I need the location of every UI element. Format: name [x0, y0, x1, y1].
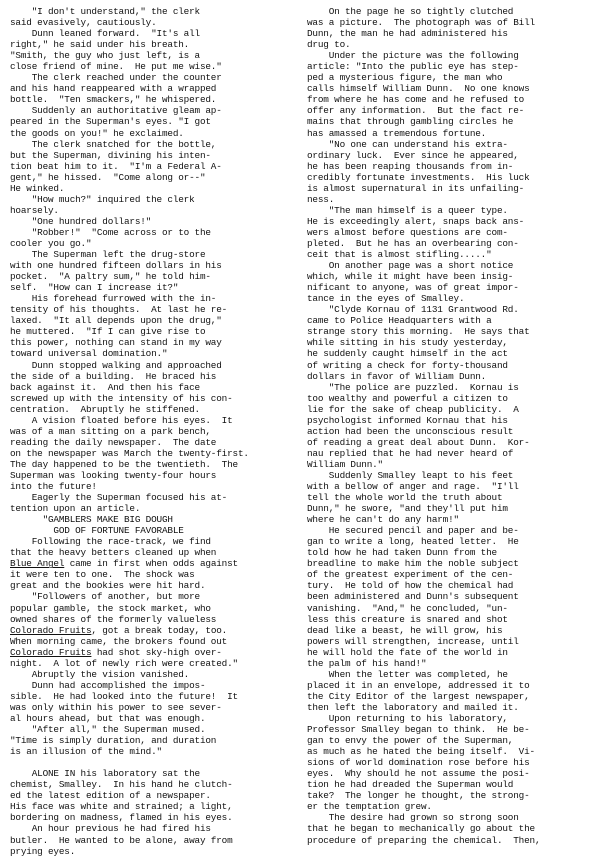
- text-line: nificant to anyone, was of great impor-: [307, 282, 519, 294]
- text-line: The day happened to be the twentieth. The: [10, 458, 238, 470]
- text-line: "How much?" inquired the clerk: [10, 193, 195, 205]
- text-line: article: "Into the public eye has step-: [307, 61, 519, 73]
- text-line: lie for the sake of cheap publicity. A: [307, 403, 519, 415]
- text-line: er the temptation grew.: [307, 801, 432, 813]
- text-line: peared in the Superman's eyes. "I got: [10, 116, 211, 128]
- text-line: breadline to make him the noble subject: [307, 558, 519, 570]
- text-line: and his hand reappeared with a wrapped: [10, 83, 217, 95]
- text-line: less this creature is snared and shot: [307, 613, 508, 625]
- text-line: mains that through gambling circles he: [307, 116, 514, 128]
- text-line: sions of world domination rose before his: [307, 757, 530, 769]
- text-line: with one hundred fifteen dollars in his: [10, 260, 222, 272]
- text-line: calls himself William Dunn. No one knows: [307, 83, 530, 95]
- text-line: told how he had taken Dunn from the: [307, 547, 497, 559]
- text-line: popular gamble, the stock market, who: [10, 602, 211, 614]
- text-line: butler. He wanted to be alone, away from: [10, 834, 233, 846]
- text-line: then left the laboratory and mailed it.: [307, 701, 519, 713]
- text-line: Suddenly an authoritative gleam ap-: [10, 105, 222, 117]
- text-line: offer any information. But the fact re-: [307, 105, 525, 117]
- text-line: on the newspaper was March the twenty-first.: [10, 447, 249, 459]
- text-line: the side of a building. He braced his: [10, 370, 217, 382]
- text-line: the City Editor of the largest newspaper,: [307, 690, 530, 702]
- text-line: Abruptly the vision vanished.: [10, 668, 190, 680]
- text-line: with a bellow of anger and rage. "I'll: [307, 481, 519, 493]
- text-line: "Smith, the guy who just left, is a: [10, 50, 200, 62]
- text-line: On another page was a short notice: [307, 260, 514, 272]
- text-line: powers will strengthen, increase, until: [307, 635, 519, 647]
- text-line: is almost supernatural in its unfailing-: [307, 182, 525, 194]
- text-line: An hour previous he had fired his: [10, 823, 211, 835]
- text-line: He secured pencil and paper and be-: [307, 525, 519, 537]
- text-line: tion he had dreaded the Superman would: [307, 779, 514, 791]
- text-line: nau replied that he had never heard of: [307, 447, 514, 459]
- text-line: The clerk reached under the counter: [10, 72, 222, 84]
- text-line: he suddenly caught himself in the act: [307, 348, 508, 360]
- text-line: Dunn," he swore, "and they'll put him: [307, 503, 508, 515]
- text-line: Professor Smalley began to think. He be-: [307, 724, 530, 736]
- text-line: The desire had grown so strong soon: [307, 812, 519, 824]
- text-line: laxed. "It all depends upon the drug,": [10, 315, 222, 327]
- text-line: Suddenly Smalley leapt to his feet: [307, 469, 514, 481]
- text-line: prying eyes.: [10, 845, 76, 857]
- text-line: take? The longer he thought, the strong-: [307, 790, 530, 802]
- text-line: where he can't do any harm!": [307, 514, 459, 526]
- text-line: ness.: [307, 193, 335, 205]
- text-line: which, while it might have been insig-: [307, 271, 514, 283]
- text-line: while sitting in his study yesterday,: [307, 337, 508, 349]
- text-line: "Followers of another, but more: [10, 591, 200, 603]
- text-line: Superman was looking twenty-four hours: [10, 469, 217, 481]
- text-line: wers almost before questions are com-: [307, 226, 508, 238]
- text-line: He is exceedingly alert, snaps back ans-: [307, 215, 525, 227]
- text-line: [10, 757, 293, 768]
- text-line: His face was white and strained; a light,: [10, 801, 233, 813]
- text-line: as much as he hated the being itself. Vi-: [307, 746, 535, 758]
- text-line: "Robber!" "Come across or to the: [10, 226, 211, 238]
- text-line: reading the daily newspaper. The date: [10, 436, 217, 448]
- text-line: ordinary luck. Ever since he appeared,: [307, 149, 519, 161]
- text-line: was of a man sitting on a park bench,: [10, 425, 211, 437]
- text-line: "GAMBLERS MAKE BIG DOUGH: [10, 514, 173, 526]
- text-line: too wealthy and powerful a citizen to: [307, 392, 508, 404]
- right-text-column: [307, 6, 590, 846]
- text-line: was only within his power to see sever-: [10, 701, 222, 713]
- text-line: Colorado Fruits had shot sky-high over-: [10, 646, 222, 658]
- text-line: Blue Angel came in first when odds against: [10, 558, 238, 570]
- text-line: psychologist informed Kornau that his: [307, 414, 508, 426]
- underlined-name: Colorado Fruits: [10, 624, 92, 636]
- text-line: of reading a great deal about Dunn. Kor-: [307, 436, 530, 448]
- text-line: from where he has come and he refused to: [307, 94, 525, 106]
- text-line: cooler you go.": [10, 237, 92, 249]
- text-line: tention upon an article.: [10, 503, 141, 515]
- text-line: he has been reaping thousands from in-: [307, 160, 514, 172]
- text-line: Eagerly the Superman focused his at-: [10, 492, 228, 504]
- text-line: has amassed a tremendous fortune.: [307, 127, 487, 139]
- text-line: Dunn leaned forward. "It's all: [10, 28, 200, 40]
- text-line: sible. He had looked into the future! It: [10, 690, 238, 702]
- underlined-name: Blue Angel: [10, 558, 65, 570]
- text-line: action had been the unconscious result: [307, 425, 514, 437]
- text-line: he muttered. "If I can give rise to: [10, 326, 206, 338]
- text-line: he will hold the fate of the world in: [307, 646, 508, 658]
- text-line: chemist, Smalley. In his hand he clutch-: [10, 779, 233, 791]
- text-line: gan to write a long, heated letter. He: [307, 536, 519, 548]
- left-text-column: [10, 6, 293, 857]
- text-line: strange story this morning. He says that: [307, 326, 530, 338]
- text-line: ALONE IN his laboratory sat the: [10, 768, 200, 780]
- text-line: "Time is simply duration, and duration: [10, 735, 217, 747]
- text-line: pleted. But he has an overbearing con-: [307, 237, 519, 249]
- text-line: of the greatest experiment of the cen-: [307, 569, 514, 581]
- text-line: toward universal domination.": [10, 348, 168, 360]
- text-line: gent," he hissed. "Come along or--": [10, 171, 206, 183]
- text-line: gan to envy the power of the Superman,: [307, 735, 514, 747]
- text-line: al hours ahead, but that was enough.: [10, 713, 206, 724]
- text-line: been administered and Dunn's subsequent: [307, 591, 519, 603]
- text-line: tury. He told of how the chemical had: [307, 580, 514, 592]
- text-line: tion beat him to it. "I'm a Federal A-: [10, 160, 222, 172]
- text-line: that the heavy betters cleaned up when: [10, 547, 217, 559]
- text-line: Colorado Fruits, got a break today, too.: [10, 624, 228, 636]
- text-line: is an illusion of the mind.": [10, 746, 162, 758]
- text-line: night. A lot of newly rich were created.": [10, 657, 238, 669]
- text-line: Dunn stopped walking and approached: [10, 359, 222, 371]
- text-line: it were ten to one. The shock was: [10, 569, 195, 581]
- text-line: procedure of preparing the chemical. Then,: [307, 834, 541, 846]
- text-line: dead like a beast, he will grow, his: [307, 624, 503, 636]
- text-line: bordering on madness, flamed in his eyes.: [10, 812, 233, 824]
- text-line: credibly fortunate investments. His luck: [307, 171, 530, 183]
- text-line: centration. Abruptly he stiffened.: [10, 403, 200, 415]
- text-line: the goods on you!" he exclaimed.: [10, 127, 184, 139]
- text-line: Dunn had accomplished the impos-: [10, 679, 206, 691]
- text-line: "One hundred dollars!": [10, 215, 152, 227]
- text-line: ed the latest edition of a newspaper.: [10, 790, 211, 802]
- text-line: Dunn, the man he had administered his: [307, 28, 508, 40]
- text-line: great and the bookies were hit hard.: [10, 580, 206, 592]
- text-line: He winked.: [10, 182, 65, 194]
- text-line: "Clyde Kornau of 1131 Grantwood Rd.: [307, 304, 519, 316]
- text-line: GOD OF FORTUNE FAVORABLE: [10, 525, 184, 537]
- text-line: bottle. "Ten smackers," he whispered.: [10, 94, 217, 106]
- text-line: The clerk snatched for the bottle,: [10, 138, 217, 150]
- text-line: placed it in an envelope, addressed it to: [307, 679, 530, 691]
- text-line: On the page he so tightly clutched: [307, 6, 514, 17]
- text-line: "The man himself is a queer type.: [307, 204, 508, 216]
- text-line: the palm of his hand!": [307, 657, 427, 669]
- text-line: but the Superman, divining his inten-: [10, 149, 211, 161]
- text-line: William Dunn.": [307, 458, 383, 470]
- text-line: owned shares of the formerly valueless: [10, 613, 217, 625]
- text-line: When the letter was completed, he: [307, 668, 508, 680]
- text-line: said evasively, cautiously.: [10, 17, 157, 29]
- text-line: tensity of his thoughts. At last he re-: [10, 304, 228, 316]
- text-line: "The police are puzzled. Kornau is: [307, 381, 519, 393]
- text-line: tell the whole world the truth about: [307, 492, 503, 504]
- text-line: A vision floated before his eyes. It: [10, 414, 233, 426]
- text-line: Under the picture was the following: [307, 50, 519, 62]
- text-line: "After all," the Superman mused.: [10, 724, 206, 736]
- text-line: drug to.: [307, 39, 351, 51]
- text-line: this power, nothing can stand in my way: [10, 337, 222, 349]
- text-line: Following the race-track, we find: [10, 536, 211, 548]
- text-line: The Superman left the drug-store: [10, 249, 206, 261]
- text-line: vanishing. "And," he concluded, "un-: [307, 602, 508, 614]
- text-line: self. "How can I increase it?": [10, 282, 179, 294]
- text-line: ceit that is almost stifling.....": [307, 249, 492, 261]
- text-line: eyes. Why should he not assume the posi-: [307, 768, 530, 780]
- text-line: dollars in favor of William Dunn.: [307, 370, 487, 382]
- text-line: His forehead furrowed with the in-: [10, 293, 217, 305]
- text-line: that he began to mechanically go about the: [307, 823, 535, 835]
- text-line: of writing a check for forty-thousand: [307, 359, 508, 371]
- text-line: ped a mysterious figure, the man who: [307, 72, 503, 84]
- text-line: "No one can understand his extra-: [307, 138, 508, 150]
- text-line: back against it. And then his face: [10, 381, 200, 393]
- text-line: pocket. "A paltry sum," he told him-: [10, 271, 211, 283]
- text-line: hoarsely.: [10, 204, 59, 216]
- text-line: came to Police Headquarters with a: [307, 315, 492, 327]
- text-line: tance in the eyes of Smalley.: [307, 293, 465, 305]
- text-line: "I don't understand," the clerk: [10, 6, 200, 17]
- text-line: When morning came, the brokers found out: [10, 635, 228, 647]
- underlined-name: Colorado Fruits: [10, 646, 92, 658]
- text-line: into the future!: [10, 481, 97, 493]
- text-line: was a picture. The photograph was of Bill: [307, 17, 535, 29]
- text-line: right," he said under his breath.: [10, 39, 190, 51]
- text-line: Upon returning to his laboratory,: [307, 713, 508, 724]
- text-line: close friend of mine. He put me wise.": [10, 61, 222, 73]
- text-line: screwed up with the intensity of his con-: [10, 392, 233, 404]
